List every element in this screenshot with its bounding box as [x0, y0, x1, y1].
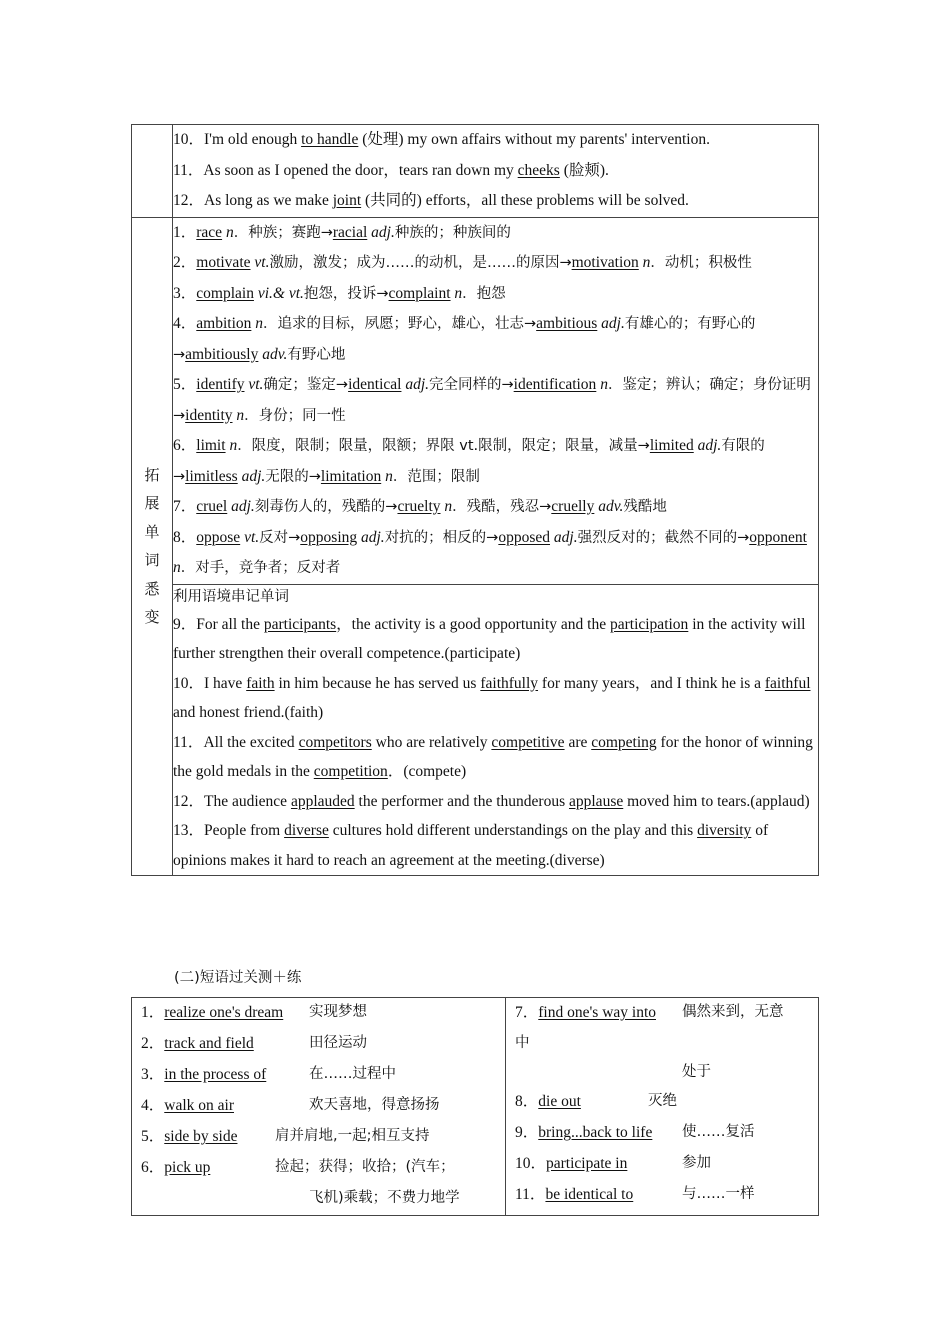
answer-phrase: realize one's dream [164, 1004, 284, 1021]
sentence-line [173, 125, 818, 156]
word-item [173, 248, 818, 279]
part-of-speech: n [381, 467, 393, 485]
answer-word: opponent [749, 528, 807, 546]
part-of-speech: adj. [597, 315, 625, 332]
sentence-text: (共同的) efforts，all these problems will be solved. [361, 192, 689, 209]
item-number: 1． [141, 1004, 165, 1021]
phrase-row-continued [506, 1029, 818, 1058]
sentence-text: for the honor of winning the gold medals in the [173, 733, 813, 780]
sentence-line [173, 186, 818, 217]
part-of-speech: adj. [357, 528, 385, 546]
answer-word: limitless [185, 467, 238, 485]
item-number: 11． [173, 733, 204, 751]
part-of-speech: n [232, 406, 245, 424]
answer-word: applause [569, 792, 624, 810]
word-item [173, 218, 818, 249]
answer-word: identical [348, 376, 402, 393]
answer-word: limitation [320, 467, 382, 485]
item-number: 9． [173, 615, 197, 633]
part-of-speech: vt. [240, 528, 260, 546]
sentence-text: who are relatively [371, 733, 492, 751]
phrase-row [506, 1149, 818, 1180]
answer-word: participation [609, 615, 689, 633]
section-title: (二)短语过关测＋练 [174, 970, 302, 986]
definition: 有雄心的；有野心的→ [173, 316, 756, 363]
answer-word: diversity [697, 822, 752, 839]
phrase-entry [141, 1029, 254, 1058]
item-number: 13． [173, 822, 205, 839]
phrase-row [132, 1091, 505, 1122]
item-number: 10． [515, 1155, 547, 1172]
sentence-line [173, 156, 818, 187]
answer-phrase: in the process of [164, 1066, 267, 1083]
phrase-meaning: 处于 [682, 1064, 711, 1080]
sentence-text: (处理) my own affairs without my parents' intervention. [358, 131, 710, 148]
phrase-meaning: 飞机)乘载；不费力地学 [309, 1190, 460, 1206]
part-of-speech: vt. [250, 254, 270, 271]
item-number: 2． [173, 254, 197, 271]
phrase-row [132, 1153, 505, 1184]
answer-phrase: find one's way into [538, 1004, 656, 1021]
phrase-entry [515, 1180, 633, 1209]
answer-word: cruelly [551, 498, 595, 515]
part-of-speech: n [440, 498, 453, 515]
answer-phrase: side by side [164, 1128, 238, 1145]
word-item [173, 492, 818, 523]
answer-word: cruel [196, 498, 228, 515]
answer-word: faithfully [480, 674, 539, 692]
answer-word: race [196, 223, 223, 241]
answer-phrase: participate in [546, 1155, 628, 1172]
phrase-entry [141, 1122, 237, 1151]
answer-word: opposed [498, 528, 551, 546]
phrase-row [506, 998, 818, 1029]
answer-word: faithful [764, 674, 811, 692]
answer-word: opposing [300, 528, 358, 546]
phrase-meaning: 欢天喜地，得意扬扬 [309, 1097, 440, 1113]
empty-side-cell [132, 125, 173, 218]
definition: ．限度，限制；限量，限额；界限 vt.限制，限定；限量，减量→ [237, 438, 650, 454]
answer-word: competing [591, 733, 657, 751]
answer-blank: to handle [301, 131, 359, 148]
item-number: 12． [173, 792, 205, 810]
phrase-row [132, 1060, 505, 1091]
item-number: 3． [173, 284, 197, 302]
context-cell [173, 584, 819, 876]
part-of-speech: n [173, 559, 181, 576]
answer-blank: joint [332, 192, 362, 209]
word-family-cell [173, 217, 819, 584]
sentence-text: the performer and the thunderous [354, 792, 569, 810]
sentence-text: 12．As long as we make [173, 192, 333, 209]
part-of-speech: n [450, 284, 463, 302]
definition: 抱怨，投诉→ [303, 285, 389, 302]
phrase-entry [515, 1149, 627, 1178]
phrase-entry [515, 1087, 581, 1116]
phrase-meaning: 捡起；获得；收拾；(汽车； [275, 1159, 455, 1175]
phrase-row [506, 1118, 818, 1149]
sentence-text: are [564, 733, 592, 751]
phrase-row [132, 1122, 505, 1153]
sentence-text: 11．As soon as I opened the door，tears ran down my [173, 161, 518, 179]
side-label-char: 拓 [144, 465, 160, 484]
phrase-entry [141, 1091, 234, 1120]
part-of-speech: n [596, 376, 608, 393]
part-of-speech: adj. [367, 223, 395, 241]
sentence-text: For all the [196, 615, 264, 633]
definition: 种族的；种族间的 [394, 224, 511, 241]
phrase-entry [141, 1060, 266, 1089]
phrase-row [506, 1087, 818, 1118]
definition: ．抱怨 [462, 285, 506, 302]
answer-word: faith [246, 674, 275, 692]
part-of-speech: adj. [237, 467, 266, 485]
item-number: 11． [515, 1186, 546, 1203]
phrase-left-column [132, 998, 506, 1216]
answer-word: oppose [196, 528, 241, 546]
answer-word: identify [196, 376, 245, 393]
part-of-speech: adv. [594, 498, 624, 515]
sentence-text: The audience [204, 792, 291, 810]
word-item [173, 431, 818, 492]
item-number: 2． [141, 1035, 165, 1052]
item-number: 8． [515, 1093, 539, 1110]
sentence-text: All the excited [203, 733, 299, 751]
sentence-text: in him because he has served us [274, 674, 481, 692]
answer-word: complaint [388, 284, 451, 302]
word-item [173, 309, 818, 370]
item-number: 1． [173, 223, 197, 241]
definition: ．种族；赛跑→ [233, 224, 333, 241]
sentence-text: for many years，and I think he is a [538, 674, 765, 692]
item-number: 6． [173, 437, 197, 454]
definition: ．身份；同一性 [244, 407, 346, 424]
phrase-right-column [506, 998, 819, 1216]
word-item [173, 279, 818, 310]
definition: ．动机；积极性 [650, 255, 752, 271]
definition: 确定；鉴定→ [263, 377, 349, 393]
side-label-char: 变 [144, 608, 160, 627]
definition: 有限的→ [173, 438, 765, 485]
sentence-text: cultures hold different understandings on the play and this [328, 822, 698, 839]
context-heading: 利用语境串记单词 [173, 588, 289, 605]
phrase-row [132, 1029, 505, 1060]
phrase-row-continued [132, 1184, 505, 1215]
definition: 对抗的；相反的→ [384, 529, 499, 546]
item-number: 6． [141, 1159, 165, 1176]
part-of-speech: vt. [244, 376, 264, 393]
definition: 刻毒伤人的，残酷的→ [254, 499, 398, 515]
answer-word: applauded [290, 792, 355, 810]
answer-word: motivate [196, 254, 251, 271]
part-of-speech: n [222, 223, 234, 241]
item-number: 7． [515, 1004, 539, 1021]
answer-word: complain [196, 284, 254, 302]
sentence-text: 10．I'm old enough [173, 131, 302, 148]
item-number: 4． [173, 315, 197, 332]
answer-phrase: pick up [164, 1159, 211, 1176]
item-number: 10． [173, 674, 205, 692]
phrase-entry [515, 1118, 652, 1147]
part-of-speech: n [638, 254, 651, 271]
part-of-speech: n [251, 315, 263, 332]
phrase-meaning: 灭绝 [648, 1093, 677, 1109]
phrase-row-continued [506, 1058, 818, 1087]
definition: ．残酷，残忍→ [452, 499, 552, 515]
word-item [173, 370, 818, 431]
definition: 强烈反对的；截然不同的→ [577, 529, 750, 546]
definition: 无限的→ [265, 468, 321, 485]
top-sentences-cell [173, 125, 819, 218]
part-of-speech: adv. [258, 345, 288, 363]
word-item [173, 523, 818, 584]
context-sentence [173, 816, 818, 875]
sentence-text: People from [204, 822, 285, 839]
side-label-char: 词 [144, 551, 160, 570]
phrase-row [132, 998, 505, 1029]
context-sentences [173, 610, 818, 876]
part-of-speech: vi.& vt. [253, 284, 304, 302]
definition: ．对手，竞争者；反对者 [180, 560, 341, 576]
item-number: 8． [173, 528, 197, 546]
answer-word: limit [196, 437, 226, 454]
sentence-text: ．(compete) [387, 763, 467, 780]
part-of-speech: n [225, 437, 238, 454]
part-of-speech: adj. [550, 528, 578, 546]
side-label-char: 单 [144, 522, 160, 541]
definition: 有野心地 [287, 346, 346, 363]
item-number: 5． [141, 1128, 165, 1145]
definition: ．范围；限制 [392, 468, 480, 485]
answer-word: ambitiously [185, 345, 259, 363]
answer-phrase: walk on air [164, 1097, 234, 1114]
sentence-text: of opinions makes it hard to reach an agreement at the meeting.(diverse) [173, 822, 769, 869]
answer-word: motivation [571, 254, 639, 271]
context-sentence [173, 669, 818, 728]
sentence-text: I have [204, 674, 247, 692]
answer-word: participants [263, 615, 337, 633]
sentence-text: in the activity will further strengthen their overall competence.(participate) [173, 615, 806, 662]
answer-phrase: bring...back to life [538, 1124, 653, 1141]
part-of-speech: adj. [693, 437, 722, 454]
item-number: 7． [173, 498, 197, 515]
phrase-meaning: 与……一样 [682, 1186, 755, 1202]
answer-word: diverse [284, 822, 329, 839]
sentence-text: (脸颊). [559, 161, 609, 179]
phrase-meaning: 参加 [682, 1155, 711, 1171]
vocab-table [131, 124, 819, 876]
definition: ．鉴定；辨认；确定；身份证明→ [173, 377, 811, 424]
definition: 残酷地 [623, 499, 667, 515]
definition: 反对→ [259, 529, 301, 546]
definition: ．追求的目标，夙愿；野心，雄心，壮志→ [263, 316, 537, 332]
definition: 完全同样的→ [429, 377, 514, 393]
answer-word: identification [513, 376, 597, 393]
item-number: 5． [173, 376, 197, 393]
phrase-meaning: 实现梦想 [309, 1004, 367, 1020]
answer-word: ambitious [536, 315, 598, 332]
item-number: 3． [141, 1066, 165, 1083]
phrase-meaning: 使……复活 [682, 1124, 755, 1140]
phrase-entry [141, 1153, 210, 1182]
answer-blank: cheeks [517, 161, 560, 179]
context-sentence [173, 610, 818, 669]
answer-phrase: track and field [164, 1035, 254, 1052]
part-of-speech: adj. [401, 376, 430, 393]
definition: 激励，激发；成为……的动机，是……的原因→ [269, 255, 572, 271]
answer-word: ambition [196, 315, 252, 332]
side-label [143, 461, 161, 632]
answer-word: competition [313, 763, 388, 780]
phrase-meaning: 在……过程中 [309, 1066, 396, 1082]
phrase-meaning: 田径运动 [309, 1035, 367, 1051]
item-number: 9． [515, 1124, 539, 1141]
phrase-entry [141, 998, 283, 1027]
sentence-text: and honest friend.(faith) [173, 704, 324, 721]
side-label-cell [132, 217, 173, 876]
answer-phrase: be identical to [545, 1186, 634, 1203]
sentence-text: ，the activity is a good opportunity and the [336, 615, 610, 633]
item-number: 4． [141, 1097, 165, 1114]
side-label-char: 悉 [144, 579, 160, 598]
phrase-row [506, 1180, 818, 1211]
side-label-char: 展 [144, 494, 160, 513]
phrase-entry [515, 998, 656, 1027]
answer-word: competitive [491, 733, 565, 751]
answer-phrase: die out [538, 1093, 581, 1110]
phrase-meaning: 偶然来到，无意 [682, 1004, 784, 1020]
answer-word: racial [332, 223, 368, 241]
phrase-table [131, 997, 819, 1216]
part-of-speech: adj. [227, 498, 255, 515]
answer-word: cruelty [397, 498, 441, 515]
context-sentence [173, 787, 818, 817]
answer-word: identity [185, 406, 233, 424]
phrase-meaning: 肩并肩地,一起;相互支持 [275, 1128, 430, 1144]
answer-word: limited [649, 437, 694, 454]
answer-word: competitors [298, 733, 372, 751]
phrase-meaning: 中 [515, 1035, 530, 1051]
context-sentence [173, 728, 818, 787]
sentence-text: moved him to tears.(applaud) [623, 792, 810, 810]
